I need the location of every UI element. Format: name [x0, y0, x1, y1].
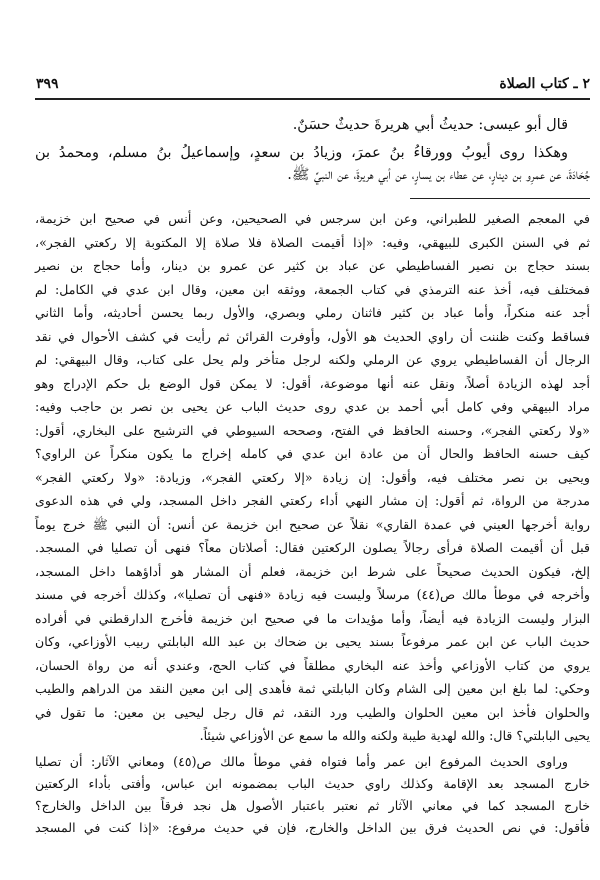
footnote-line: رواية أخرجها العيني في عمدة القاري» نقلاً عن صحيح ابن خزيمة عن أنس: أن النبي ﷺ خرج يوماً	[35, 516, 590, 532]
footnote-separator	[410, 198, 590, 199]
footnote-line: في المعجم الصغير للطبراني، وعن ابن سرجس في الصحيحين، وعن أنس في صحيح ابن خزيمة،	[35, 211, 590, 226]
footnote-line: البزار وليست الزيادة فيه أيضاً، وأما مؤيدات ما في صحيح ابن خزيمة فأخرج الدارقطني في أفراده	[35, 610, 590, 626]
main-line: جُحَادَةَ، عن عمرِو بن دينارٍ، عن عطاء بن يسارٍ، عن أبي هريرةَ، عن النبيِّ ﷺ.	[287, 167, 590, 183]
footnote-line: قبل أن أقيمت الصلاة فرأى رجالاً يصلون الركعتين فقال: أصلاتان معاً؟ فنهى أن تصليا في المسجد.	[35, 540, 590, 555]
header-rule	[35, 98, 590, 100]
footnote-line: الرجال أن الفساطيطي يروي عن الرملي ولكنه لرجل متأخر ولم يحل على كتاب، وقال البيهقي: لم	[35, 352, 590, 367]
footnote-line: فمختلف فيه، أخذ عنه الترمذي في كتاب الجمعة، ووثقه ابن معين، وقال ابن عدي في الكامل: لم	[35, 281, 590, 297]
footnote-line: ويحيى بن نصر مختلف فيه، وأقول: إن زيادة «إلا ركعتي الفجر»، وزيادة: «ولا ركعتي الفجر»	[35, 469, 590, 485]
footnote-line: وأخرجه في موطأ مالك ص(٤٤) مرسلاً وليست فيه زيادة «فنهى أن تصليا»، وكذلك أخرجه في مسند	[35, 587, 590, 602]
running-title: ٢ ـ كتاب الصلاة	[499, 76, 590, 92]
footnote-line: يروي من كتاب الأوزاعي وأخذ عنه البخاري مطلقاً في كتاب الحج، وعندي أنه من رواة الحسان،	[35, 657, 590, 673]
footnote-line: حديث الباب عن ابن عمر مرفوعاً بسند يحيى بن ضحاك بن عبد الله البابلتي ربيب الأوزاعي، وكان	[35, 634, 590, 649]
footnote-line: إلخ، فيكون الحديث صحيحاً على شرط ابن خزيمة، فعلم أن المشار هو أداؤهما داخل المسجد،	[35, 563, 590, 579]
footnote-line: «ولا ركعتي الفجر»، وحسنه الحافظ في الفتح، وصححه السيوطي في الترشيح على البخاري، أقول:	[35, 422, 590, 438]
footnote-line: والحلوان فأخذ ابن معين الحلوان والطيب ورد النقد، ثم قال رجل ليحيى بن معين: ما تقول في	[35, 704, 590, 720]
footnote-line: ثم في السنن الكبرى للبيهقي، وفيه: «إذا أقيمت الصلاة فلا صلاة إلا المكتوبة إلا ركعتي الفجر»،	[35, 234, 590, 250]
page-number: ٣٩٩	[36, 76, 59, 92]
footnote-line: كيف حسنه الحافظ والحال أن من عادة ابن عدي في كامله إخراج ما يكون منكراً عن الراوي؟	[35, 446, 590, 461]
footnote-line: خارج المسجد بعد الإقامة وكذلك راوي حديث الباب بمضمونه ابن عباس، وأفتى بأداء الركعتين	[35, 776, 590, 791]
footnote-line: وراوى الحديث المرفوع ابن عمر وأما فتواه ففي موطأ مالك ص(٤٥) ومعاني الآثار: أن تصليا	[35, 754, 569, 769]
footnote-line: بسند حجاج بن نصير الفساطيطي عن عباد بن كثير عن عمرو بن دينار، وأما حجاج بن نصير	[35, 258, 590, 273]
footnote-line: فأقول: في نص الحديث فرق بين الداخل والخارج، فإن في حديث مرفوع: «إذا كنت في المسجد	[35, 820, 590, 835]
main-line: قال أبو عيسى: حديثُ أبي هريرةَ حديثٌ حسَنٌ.	[292, 117, 568, 133]
footnote-line: أجد لهذه الزيادة أصلاً، ونقل عنه أنها موضوعة، أقول: لا يمكن قول الوضع بل حكم الإدراج وهو	[35, 375, 590, 391]
footnote-line: مدرجة من الرواة، ثم أقول: إن مشار النهي أداء ركعتي الفجر داخل المسجد، ولي في هذه الدعوى	[35, 493, 590, 508]
footnote-line: مراد البيهقي وفي كامل أبي أحمد بن عدي روى حديث الباب عن يحيى بن نصر بن حاجب وفيه:	[35, 399, 590, 414]
footnote-line: أجد عنه منكراً، وأما عباد بن كثير فاثنان رملي وبصري، والأول ربما يحسن أحاديثه، وأما الثاني	[35, 305, 590, 320]
footnote-line: وحكي: لما بلغ ابن معين إلى الشام وكان البابلتي ثمة فأهدى إلى ابن معين النقد من الدراهم والطيب	[35, 681, 590, 696]
main-line: وهكذا روى أيوبُ وورقاءُ بنُ عمرَ، وزيادُ بن سعدٍ، وإسماعيلُ بنُ مسلم، ومحمدُ بن	[35, 145, 568, 161]
footnote-line: فساقط وكنت ظننت أن راوي الحديث هو الأول، وأوفرت القرائن ثم رأيت في كشف الأحوال في نقد	[35, 328, 590, 344]
footnote-line: خارج المسجد كما في معاني الآثار ثم نعتبر باعتبار الأصول هل نجد فرقاً بين الداخل والخارج؟	[35, 798, 590, 813]
footnote-line: يحيى البابلتي؟ قال: والله لهدية طيبة ولكنه والله ما سمع عن الأوزاعي شيئاً.	[199, 728, 590, 743]
